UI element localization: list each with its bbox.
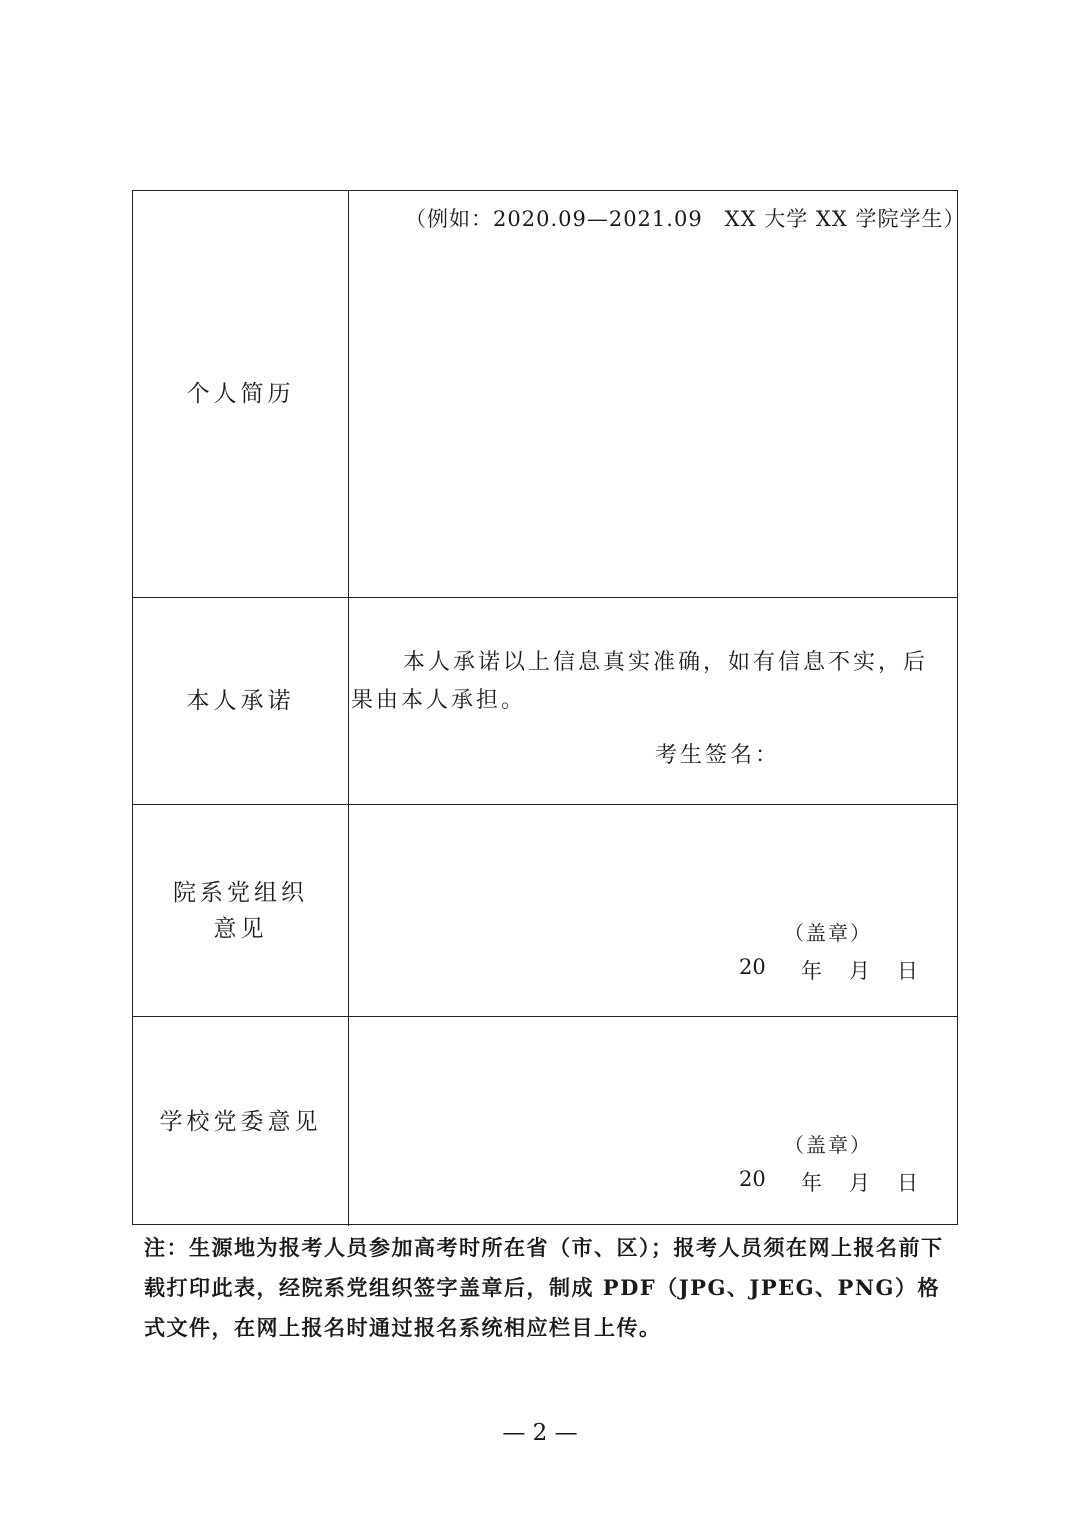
resume-row	[133, 191, 966, 598]
school-date-year: 年	[801, 1171, 822, 1195]
school-date-line	[739, 1167, 939, 1197]
promise-label: 本人承诺	[133, 598, 349, 804]
promise-content-cell	[349, 598, 957, 804]
application-form-table	[132, 190, 966, 1225]
school-opinion-label: 学校党委意见	[133, 1017, 349, 1226]
department-date-line	[739, 955, 939, 985]
department-opinion-label	[133, 805, 349, 1016]
department-opinion-label-line2: 意见	[213, 915, 268, 942]
department-opinion-row	[133, 805, 957, 1017]
school-date-day: 日	[897, 1171, 918, 1195]
resume-content-cell[interactable]	[349, 191, 966, 597]
school-opinion-content-cell[interactable]	[349, 1017, 957, 1226]
department-seal-label: （盖章）	[784, 921, 872, 945]
school-date-year-prefix: 20	[739, 1167, 766, 1191]
resume-label: 个人简历	[133, 191, 349, 597]
promise-text: 本人承诺以上信息真实准确，如有信息不实，后果由本人承担。	[351, 650, 929, 713]
resume-example-note: （例如：2020.09—2021.09 XX 大学 XX 学院学生）	[405, 207, 966, 231]
department-opinion-content-cell[interactable]	[349, 805, 957, 1016]
signature-label: 考生签名：	[655, 743, 781, 768]
school-seal-label: （盖章）	[784, 1133, 872, 1157]
department-date-day: 日	[897, 959, 918, 983]
department-date-year: 年	[801, 959, 822, 983]
footnote: 注：生源地为报考人员参加高考时所在省（市、区）；报考人员须在网上报名前下载打印此表，经院系党组织签字盖章后，制成 PDF（JPG、JPEG、PNG）格式文件，在网上报名时通过报名系统相应栏目上传。	[144, 1235, 944, 1340]
promise-row	[133, 598, 957, 805]
department-date-year-prefix: 20	[739, 955, 766, 979]
department-opinion-label-line1: 院系党组织	[173, 879, 308, 906]
school-date-month: 月	[849, 1171, 870, 1195]
school-opinion-row	[133, 1017, 957, 1226]
page-number: — 2 —	[502, 1420, 578, 1446]
department-date-month: 月	[849, 959, 870, 983]
